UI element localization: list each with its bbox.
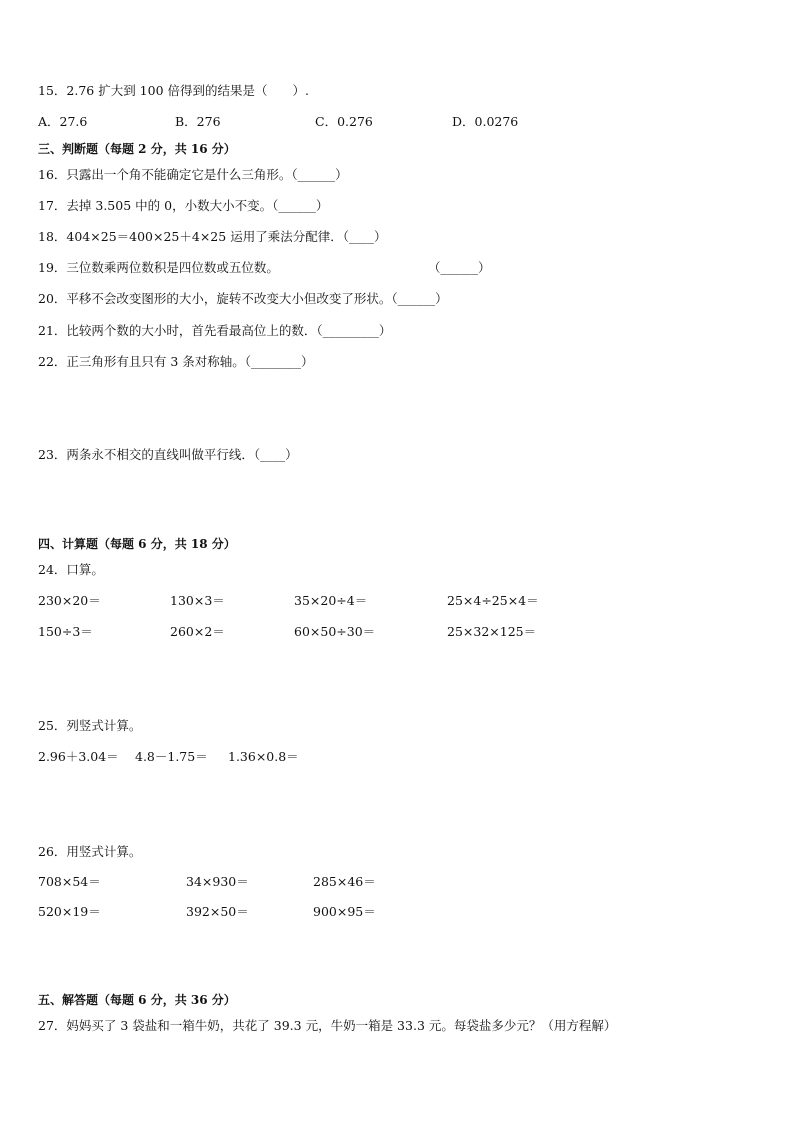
- question-22: 22．正三角形有且只有 3 条对称轴。（________）: [38, 354, 314, 369]
- q24-expression: 25×4÷25×4＝: [447, 593, 539, 608]
- q24-expression: 260×2＝: [170, 624, 225, 639]
- q24-expression: 230×20＝: [38, 593, 101, 608]
- q15-option-a: A．27.6: [38, 114, 88, 129]
- q24-expression: 25×32×125＝: [447, 624, 537, 639]
- q26-expression: 900×95＝: [313, 904, 376, 919]
- question-16: 16．只露出一个角不能确定它是什么三角形。（______）: [38, 167, 348, 182]
- question-15: 15．2.76 扩大到 100 倍得到的结果是（ ）.: [38, 83, 309, 98]
- question-19-blank: （______）: [428, 260, 491, 275]
- q25-expression: 4.8－1.75＝: [135, 749, 208, 764]
- question-24-title: 24．口算。: [38, 562, 104, 577]
- question-21: 21．比较两个数的大小时，首先看最高位上的数．（_________）: [38, 323, 392, 338]
- question-19: 19．三位数乘两位数积是四位数或五位数。: [38, 260, 279, 275]
- q25-expression: 1.36×0.8＝: [228, 749, 299, 764]
- q26-expression: 285×46＝: [313, 874, 376, 889]
- question-20: 20．平移不会改变图形的大小，旋转不改变大小但改变了形状。（______）: [38, 291, 448, 306]
- q26-expression: 392×50＝: [186, 904, 249, 919]
- q26-expression: 520×19＝: [38, 904, 101, 919]
- question-25-title: 25．列竖式计算。: [38, 718, 142, 733]
- q15-option-c: C．0.276: [315, 114, 373, 129]
- q24-expression: 130×3＝: [170, 593, 225, 608]
- q25-expression: 2.96＋3.04＝: [38, 749, 119, 764]
- q26-expression: 708×54＝: [38, 874, 101, 889]
- q24-expression: 60×50÷30＝: [294, 624, 376, 639]
- q26-expression: 34×930＝: [186, 874, 249, 889]
- section-5-heading: 五、解答题（每题 6 分，共 36 分）: [38, 993, 236, 1007]
- q24-expression: 35×20÷4＝: [294, 593, 368, 608]
- q15-option-b: B．276: [175, 114, 221, 129]
- question-17: 17．去掉 3.505 中的 0，小数大小不变。（______）: [38, 198, 329, 213]
- q24-expression: 150÷3＝: [38, 624, 93, 639]
- question-26-title: 26．用竖式计算。: [38, 844, 142, 859]
- question-27: 27．妈妈买了 3 袋盐和一箱牛奶，共花了 39.3 元，牛奶一箱是 33.3 元。每袋盐多少元？（用方程解）: [38, 1018, 617, 1033]
- section-3-heading: 三、判断题（每题 2 分，共 16 分）: [38, 142, 236, 156]
- question-23: 23．两条永不相交的直线叫做平行线．（____）: [38, 447, 298, 462]
- section-4-heading: 四、计算题（每题 6 分，共 18 分）: [38, 537, 236, 551]
- q15-option-d: D．0.0276: [452, 114, 519, 129]
- question-18: 18．404×25＝400×25＋4×25 运用了乘法分配律．（____）: [38, 229, 387, 244]
